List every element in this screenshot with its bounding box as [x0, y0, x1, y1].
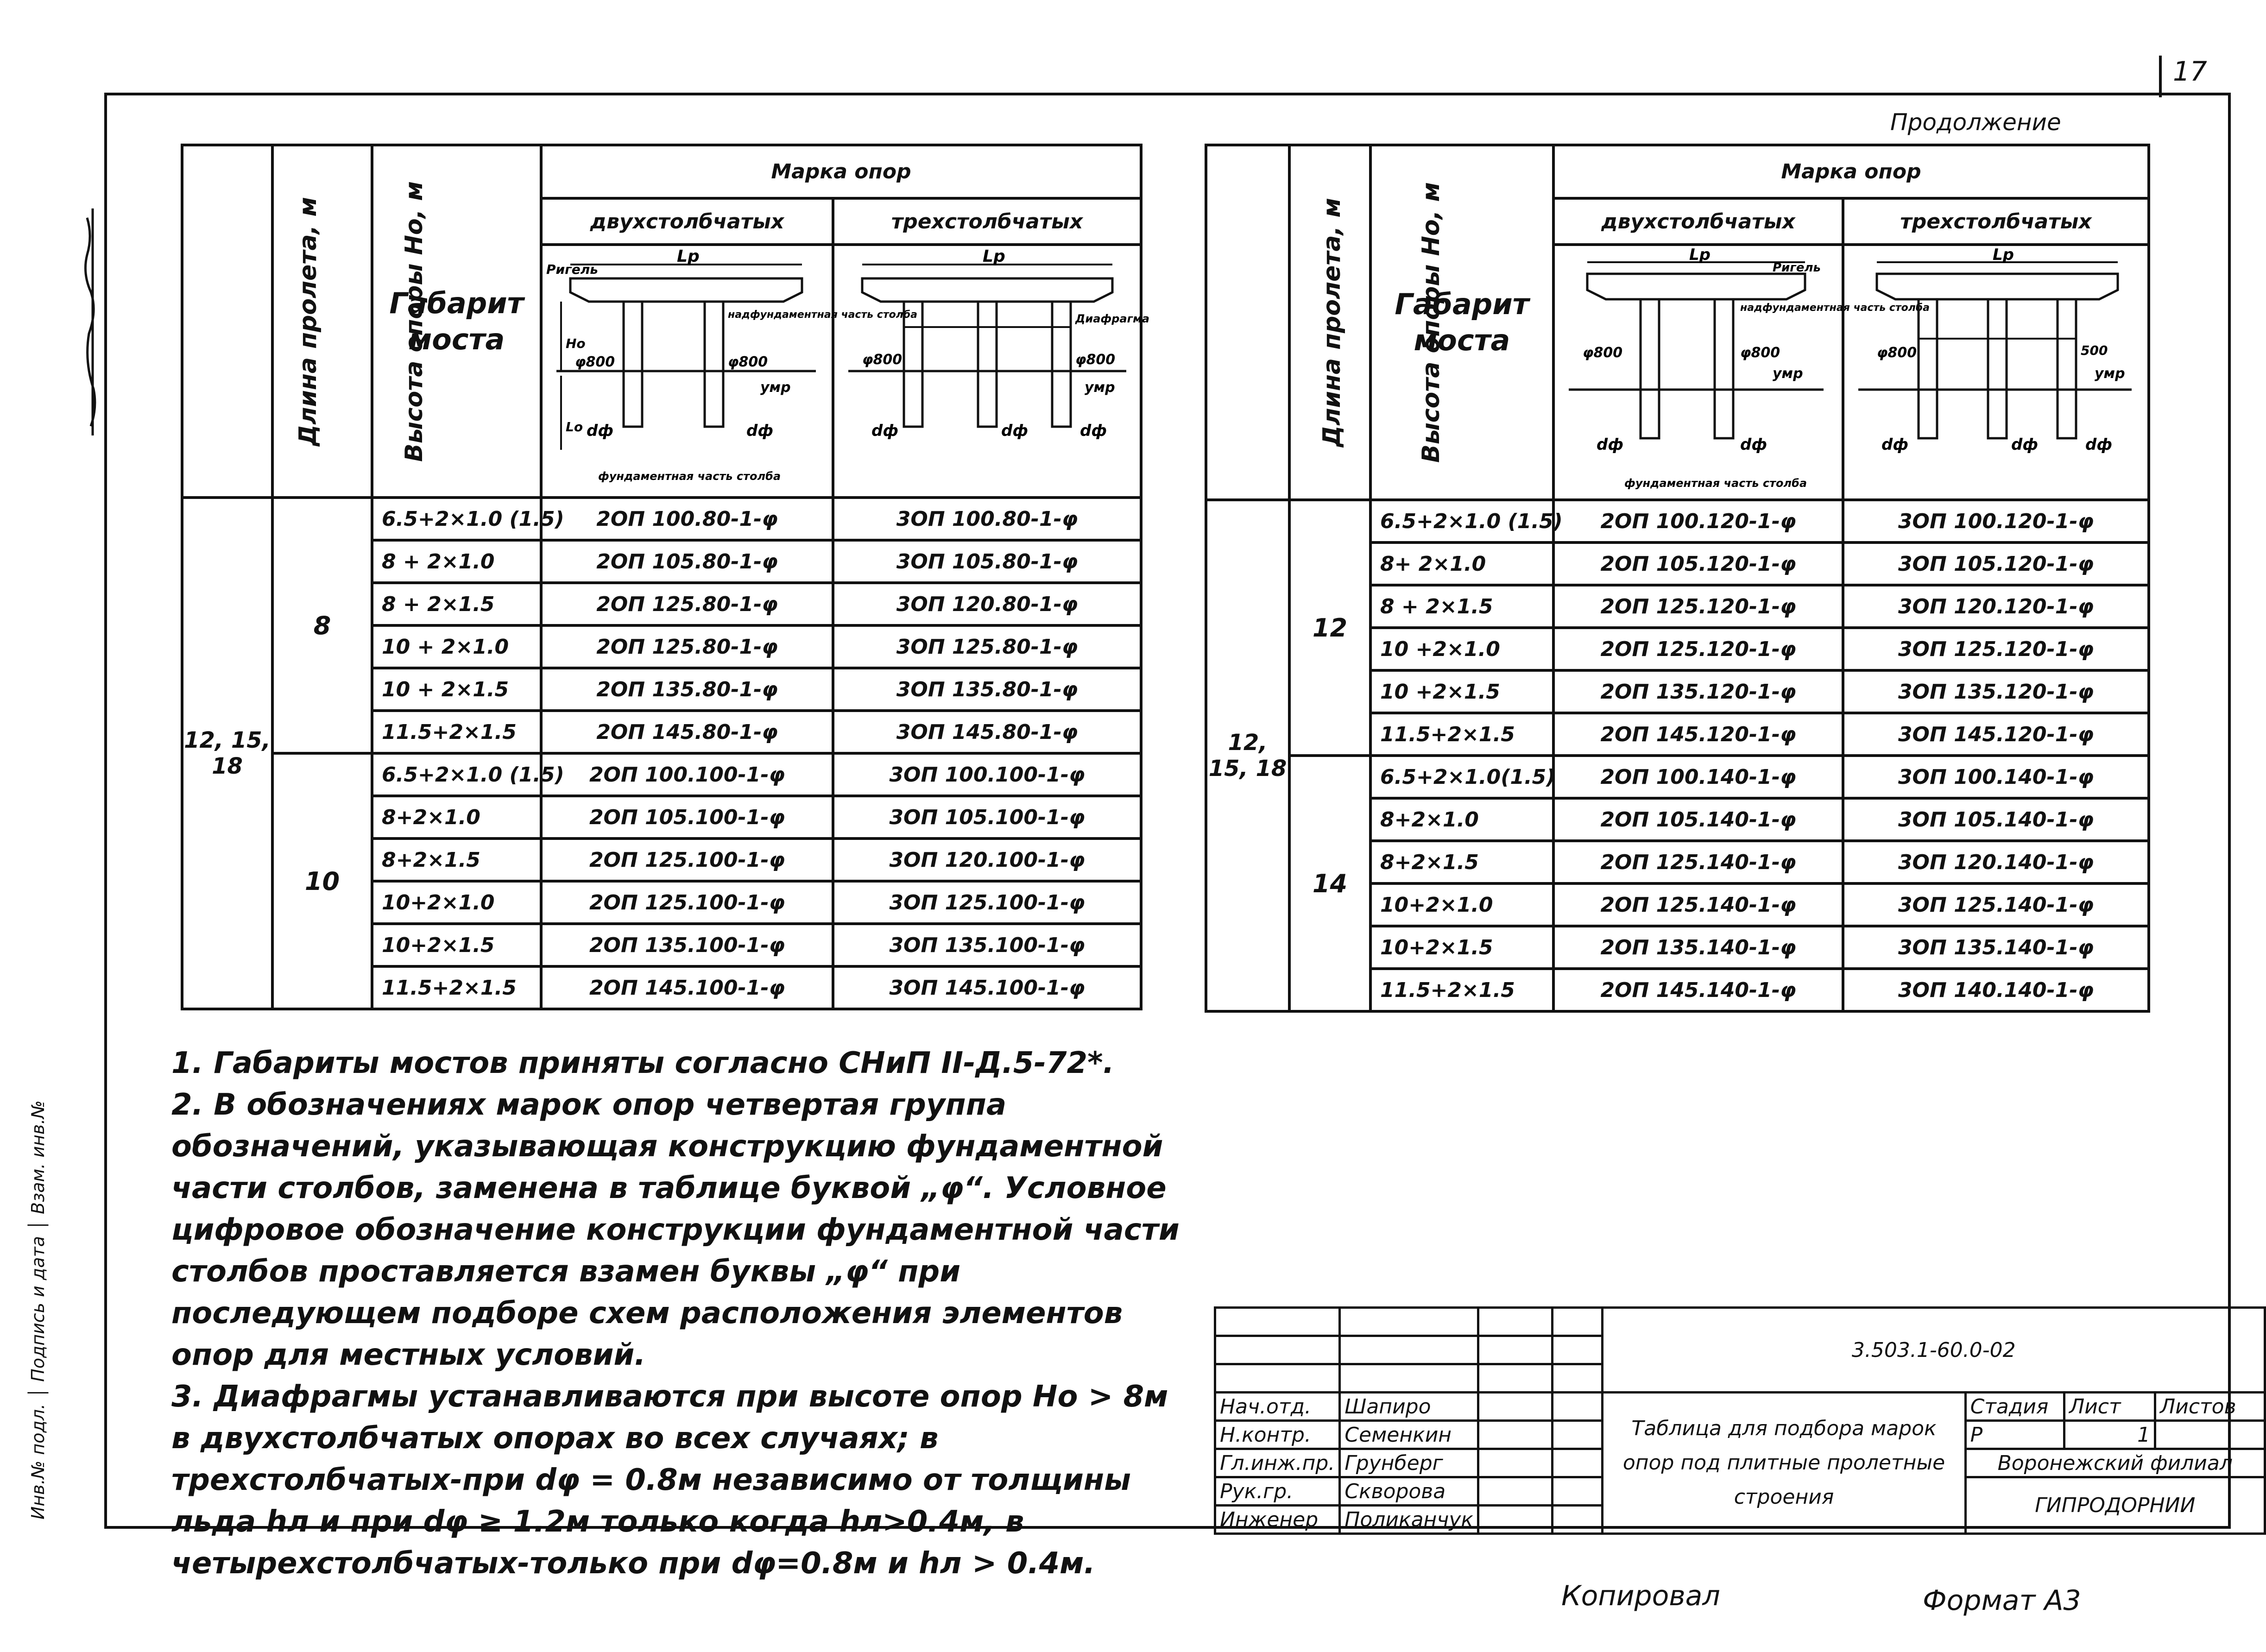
note-3: 3. Диафрагмы устанавливаются при высоте опор Но > 8м в двухстолбчатых опорах во всех случаях; в трехстолбчатых-при dφ = 0.8м независимо от толщины льда hл и при dφ ≥ 1.2м только когда hл>0.4м, в четырехстолбчатых-только при dφ=0.8м и hл > 0.4м.	[171, 1380, 1168, 1581]
three-pillar-mark-cell: 3ОП 100.100-1-φ	[833, 753, 1141, 796]
three-pillar-mark-cell: 3ОП 100.80-1-φ	[833, 498, 1141, 540]
gabarit-cell: 6.5+2×1.0(1.5)	[1370, 756, 1553, 798]
right-span-cell: 12, 15, 18	[1206, 500, 1289, 1011]
gabarit-cell: 8+ 2×1.0	[1370, 542, 1553, 585]
two-pillar-mark-cell: 2ОП 135.80-1-φ	[541, 668, 833, 711]
left-height-cell: 8	[272, 498, 372, 753]
three-pillar-mark-cell: 3ОП 140.140-1-φ	[1843, 969, 2149, 1011]
stamp-name: Грунберг	[1340, 1449, 1478, 1477]
gabarit-cell: 8 + 2×1.0	[372, 540, 541, 583]
sketch-ho-label: Но	[566, 336, 586, 351]
sketch-fund-label: фундаментная часть столба	[598, 470, 781, 483]
notes-block	[171, 1042, 1191, 1584]
sheet-value: 1	[2064, 1421, 2155, 1449]
sketch-d800-right: φ800	[728, 354, 768, 370]
sketch-r-nadfund-label: надфундаментная часть столба	[1740, 302, 1930, 314]
stamp-signature	[1478, 1393, 1552, 1421]
three-pillar-mark-cell: 3ОП 135.80-1-φ	[833, 668, 1141, 711]
sketch-r3-df-left: dф	[1881, 435, 1909, 454]
doc-code: 3.503.1-60.0-02	[1603, 1308, 2265, 1393]
three-pillar-mark-cell: 3ОП 135.120-1-φ	[1843, 670, 2149, 713]
two-pillar-mark-cell: 2ОП 145.100-1-φ	[541, 966, 833, 1009]
gabarit-cell: 10 + 2×1.0	[372, 625, 541, 668]
two-pillar-mark-cell: 2ОП 125.100-1-φ	[541, 881, 833, 924]
continuation-label: Продолжение	[1890, 109, 2061, 136]
two-pillar-mark-cell: 2ОП 135.100-1-φ	[541, 924, 833, 966]
stamp-signature	[1478, 1477, 1552, 1506]
two-pillar-mark-cell: 2ОП 125.140-1-φ	[1553, 841, 1843, 883]
gabarit-cell: 8+2×1.5	[1370, 841, 1553, 883]
sketch-d800-left: φ800	[575, 354, 615, 370]
two-pillar-mark-cell: 2ОП 100.80-1-φ	[541, 498, 833, 540]
three-pillar-mark-cell: 3ОП 145.80-1-φ	[833, 711, 1141, 753]
header-support-height-right: Высота опоры Но, м	[1289, 145, 1370, 500]
three-pillar-mark-cell: 3ОП 125.80-1-φ	[833, 625, 1141, 668]
sketch-two-pillar	[541, 245, 918, 498]
three-pillar-mark-cell: 3ОП 120.100-1-φ	[833, 839, 1141, 881]
two-pillar-mark-cell: 2ОП 125.140-1-φ	[1553, 883, 1843, 926]
header-gabarit: Габарит моста	[372, 145, 541, 498]
two-pillar-mark-cell: 2ОП 100.100-1-φ	[541, 753, 833, 796]
stamp-role: Нач.отд.	[1215, 1393, 1340, 1421]
sketch-r3-lp-label: Lp	[1993, 246, 2014, 264]
header-three-pillar-right: трехстолбчатых	[1843, 198, 2149, 245]
three-pillar-mark-cell: 3ОП 105.120-1-φ	[1843, 542, 2149, 585]
format-label: Формат А3	[1923, 1584, 2081, 1617]
two-pillar-mark-cell: 2ОП 135.120-1-φ	[1553, 670, 1843, 713]
note-1: 1. Габариты мостов приняты согласно СНиП II-Д.5-72*.	[171, 1046, 1114, 1080]
margin-inv-text: Инв.№ подл.	[28, 1403, 48, 1520]
sketch-r-df-left: dф	[1597, 435, 1624, 454]
sketch-lo-label: Lо	[566, 419, 583, 435]
three-pillar-mark-cell: 3ОП 120.120-1-φ	[1843, 585, 2149, 628]
header-three-pillar: трехстолбчатых	[833, 198, 1141, 245]
sketch-lp-label: Lp	[677, 247, 700, 266]
sketch-three-pillar	[833, 245, 1149, 498]
gabarit-cell: 10+2×1.0	[1370, 883, 1553, 926]
three-pillar-mark-cell: 3ОП 125.100-1-φ	[833, 881, 1141, 924]
two-pillar-mark-cell: 2ОП 105.140-1-φ	[1553, 798, 1843, 841]
gabarit-cell: 10+2×1.5	[372, 924, 541, 966]
three-pillar-mark-cell: 3ОП 145.120-1-φ	[1843, 713, 2149, 756]
sketch-df-right: dф	[746, 422, 774, 440]
two-pillar-mark-cell: 2ОП 145.140-1-φ	[1553, 969, 1843, 1011]
two-pillar-mark-cell: 2ОП 105.80-1-φ	[541, 540, 833, 583]
gabarit-cell: 6.5+2×1.0 (1.5)	[1370, 500, 1553, 542]
two-pillar-mark-cell: 2ОП 145.80-1-φ	[541, 711, 833, 753]
stamp-name: Шапиро	[1340, 1393, 1478, 1421]
three-pillar-mark-cell: 3ОП 135.140-1-φ	[1843, 926, 2149, 969]
three-pillar-mark-cell: 3ОП 105.140-1-φ	[1843, 798, 2149, 841]
sketch-r3-dim500: 500	[2081, 343, 2108, 358]
stamp-signature	[1478, 1449, 1552, 1477]
gabarit-cell: 10 +2×1.5	[1370, 670, 1553, 713]
sketch-df-left: dф	[587, 422, 614, 440]
sketch-three-pillar-right	[1843, 245, 2149, 500]
header-two-pillar-right: двухстолбчатых	[1553, 198, 1843, 245]
org-name: ГИПРОДОРНИИ	[1965, 1477, 2265, 1534]
table-row	[182, 498, 1141, 540]
sketch-r-d800-left: φ800	[1583, 345, 1623, 361]
sketch-r-d800-right: φ800	[1740, 345, 1780, 361]
gabarit-cell: 6.5+2×1.0 (1.5)	[372, 753, 541, 796]
sketch-r3-df-right: dф	[2085, 435, 2113, 454]
three-pillar-mark-cell: 3ОП 120.140-1-φ	[1843, 841, 2149, 883]
three-pillar-mark-cell: 3ОП 125.140-1-φ	[1843, 883, 2149, 926]
gabarit-cell: 8+2×1.0	[1370, 798, 1553, 841]
sketch-nadfund-label: надфундаментная часть столба	[728, 309, 918, 321]
stamp-role: Н.контр.	[1215, 1421, 1340, 1449]
stamp-name: Скворова	[1340, 1477, 1478, 1506]
sketch3-d800-right: φ800	[1075, 352, 1116, 368]
title-block	[1214, 1306, 2266, 1535]
header-two-pillar: двухстолбчатых	[541, 198, 833, 245]
header-span-length-right: Длина пролета, м	[1206, 145, 1289, 500]
sketch-r3-df-mid: dф	[2011, 435, 2039, 454]
gabarit-cell: 11.5+2×1.5	[372, 711, 541, 753]
three-pillar-mark-cell: 3ОП 105.80-1-φ	[833, 540, 1141, 583]
doc-title: Таблица для подбора марок опор под плитные пролетные строения	[1603, 1393, 1965, 1534]
note-2: 2. В обозначениях марок опор четвертая группа обозначений, указывающая конструкцию фундаментной части столбов, заменена в таблице буквой „φ“. Условное цифровое обозначение конструкции фундаментной части столбов проставляется взамен буквы „φ“ при последующем подборе схем расположения элементов опор для местных условий.	[171, 1088, 1180, 1372]
margin-stamp-scribble	[83, 204, 102, 445]
gabarit-cell: 8+2×1.0	[372, 796, 541, 839]
left-height-cell: 10	[272, 753, 372, 1009]
table-row	[182, 753, 1141, 796]
stamp-name: Поликанчук	[1340, 1506, 1478, 1534]
stamp-role: Рук.гр.	[1215, 1477, 1340, 1506]
sketch-r-fund-label: фундаментная часть столба	[1624, 477, 1807, 490]
gabarit-cell: 8 + 2×1.5	[372, 583, 541, 625]
gabarit-cell: 10 +2×1.0	[1370, 628, 1553, 670]
gabarit-cell: 10+2×1.5	[1370, 926, 1553, 969]
sketch-r-df-right: dф	[1740, 435, 1767, 454]
right-height-cell: 12	[1289, 500, 1370, 756]
table-row	[1206, 756, 2149, 798]
gabarit-cell: 11.5+2×1.5	[372, 966, 541, 1009]
sketch-r-lp-label: Lp	[1689, 246, 1711, 264]
margin-sign-text: Подпись и дата	[28, 1236, 48, 1382]
gabarit-cell: 8+2×1.5	[372, 839, 541, 881]
gabarit-cell: 10 + 2×1.5	[372, 668, 541, 711]
two-pillar-mark-cell: 2ОП 125.120-1-φ	[1553, 585, 1843, 628]
sketch-r3-umr-label: умр	[2095, 366, 2125, 382]
stamp-role: Инженер	[1215, 1506, 1340, 1534]
sketch3-diafragma-label: Диафрагма	[1075, 312, 1149, 325]
gabarit-cell: 11.5+2×1.5	[1370, 713, 1553, 756]
sketch3-df-mid: dф	[1001, 422, 1029, 440]
stamp-name: Семенкин	[1340, 1421, 1478, 1449]
sketch-r3-d800-left: φ800	[1877, 345, 1917, 361]
two-pillar-mark-cell: 2ОП 105.100-1-φ	[541, 796, 833, 839]
sheet-label: Лист	[2064, 1393, 2155, 1421]
three-pillar-mark-cell: 3ОП 145.100-1-φ	[833, 966, 1141, 1009]
sheets-label: Листов	[2155, 1393, 2265, 1421]
sketch3-lp-label: Lp	[983, 247, 1005, 266]
left-table	[181, 144, 1149, 1010]
header-mark-right: Марка опор	[1553, 145, 2149, 198]
three-pillar-mark-cell: 3ОП 100.120-1-φ	[1843, 500, 2149, 542]
sketch3-umr-label: умр	[1085, 379, 1115, 396]
two-pillar-mark-cell: 2ОП 125.100-1-φ	[541, 839, 833, 881]
sketch3-df-left: dф	[871, 422, 899, 440]
margin-inv-label: Инв.№ подл. │ Подпись и дата │ Взам. инв.№	[28, 1100, 48, 1520]
three-pillar-mark-cell: 3ОП 100.140-1-φ	[1843, 756, 2149, 798]
page-number-rule	[2159, 56, 2162, 97]
gabarit-cell: 11.5+2×1.5	[1370, 969, 1553, 1011]
stage-value: Р	[1965, 1421, 2064, 1449]
two-pillar-mark-cell: 2ОП 100.140-1-φ	[1553, 756, 1843, 798]
sketch-r-umr-label: умр	[1773, 366, 1803, 382]
stamp-role: Гл.инж.пр.	[1215, 1449, 1340, 1477]
two-pillar-mark-cell: 2ОП 125.120-1-φ	[1553, 628, 1843, 670]
sketch-umr-label: умр	[760, 379, 791, 396]
two-pillar-mark-cell: 2ОП 145.120-1-φ	[1553, 713, 1843, 756]
two-pillar-mark-cell: 2ОП 125.80-1-φ	[541, 583, 833, 625]
margin-replace-text: Взам. инв.№	[28, 1100, 48, 1215]
gabarit-cell: 8 + 2×1.5	[1370, 585, 1553, 628]
header-support-height: Высота опоры Но, м	[272, 145, 372, 498]
three-pillar-mark-cell: 3ОП 125.120-1-φ	[1843, 628, 2149, 670]
right-height-cell: 14	[1289, 756, 1370, 1011]
sketch-rigel-label: Ригель	[546, 262, 598, 277]
sketch3-d800-left: φ800	[862, 352, 903, 368]
stamp-signature	[1478, 1421, 1552, 1449]
sketch-r-rigel-label: Ригель	[1773, 261, 1821, 275]
sketch-two-pillar-right	[1553, 245, 1930, 500]
three-pillar-mark-cell: 3ОП 105.100-1-φ	[833, 796, 1141, 839]
three-pillar-mark-cell: 3ОП 135.100-1-φ	[833, 924, 1141, 966]
header-gabarit-right: Габарит моста	[1370, 145, 1553, 500]
two-pillar-mark-cell: 2ОП 135.140-1-φ	[1553, 926, 1843, 969]
left-span-cell: 12, 15, 18	[182, 498, 272, 1009]
two-pillar-mark-cell: 2ОП 125.80-1-φ	[541, 625, 833, 668]
gabarit-cell: 6.5+2×1.0 (1.5)	[372, 498, 541, 540]
sketch3-df-right: dф	[1080, 422, 1107, 440]
gabarit-cell: 10+2×1.0	[372, 881, 541, 924]
three-pillar-mark-cell: 3ОП 120.80-1-φ	[833, 583, 1141, 625]
right-table	[1205, 144, 2150, 1013]
page-number: 17	[2173, 56, 2207, 87]
two-pillar-mark-cell: 2ОП 105.120-1-φ	[1553, 542, 1843, 585]
stamp-signature	[1478, 1506, 1552, 1534]
stage-label: Стадия	[1965, 1393, 2064, 1421]
header-mark: Марка опор	[541, 145, 1141, 198]
org-branch: Воронежский филиал	[1965, 1449, 2265, 1477]
two-pillar-mark-cell: 2ОП 100.120-1-φ	[1553, 500, 1843, 542]
copied-label: Копировал	[1561, 1580, 1720, 1612]
header-span-length: Длина пролета, м	[182, 145, 272, 498]
table-row	[1206, 500, 2149, 542]
